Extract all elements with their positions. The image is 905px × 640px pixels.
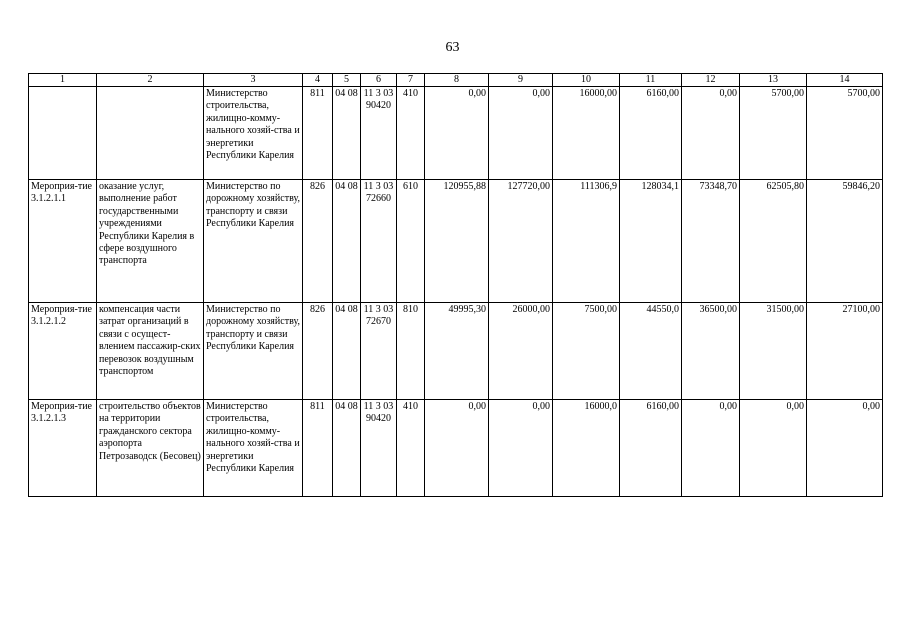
value-cell: 26000,00	[489, 303, 553, 400]
expense-type-cell: 810	[397, 303, 425, 400]
page-number: 63	[445, 40, 460, 55]
section-cell: 04 08	[333, 180, 361, 303]
value-cell: 5700,00	[740, 87, 807, 180]
column-header: 6	[361, 74, 397, 87]
column-header: 8	[425, 74, 489, 87]
target-article-cell: 11 3 03 90420	[361, 87, 397, 180]
value-cell: 120955,88	[425, 180, 489, 303]
executor-cell: Министерство строительства, жилищно-комму-нального хозяй-ства и энергетики Республики Карелия	[204, 87, 303, 180]
column-header: 1	[29, 74, 97, 87]
grbs-cell: 811	[303, 87, 333, 180]
table-row	[29, 180, 883, 303]
value-cell: 59846,20	[807, 180, 883, 303]
activity-code-cell: Мероприя-тие 3.1.2.1.3	[29, 400, 97, 497]
activity-name-cell	[97, 87, 204, 180]
activity-code-cell: Мероприя-тие 3.1.2.1.2	[29, 303, 97, 400]
value-cell: 6160,00	[620, 400, 682, 497]
column-header: 7	[397, 74, 425, 87]
value-cell: 44550,0	[620, 303, 682, 400]
column-header: 9	[489, 74, 553, 87]
value-cell: 73348,70	[682, 180, 740, 303]
value-cell: 111306,9	[553, 180, 620, 303]
column-header: 3	[204, 74, 303, 87]
activity-name-cell: компенсация части затрат организаций в связи с осущест-влением пассажир-ских перевозок воздушным транспортом	[97, 303, 204, 400]
value-cell: 16000,00	[553, 87, 620, 180]
value-cell: 62505,80	[740, 180, 807, 303]
expense-type-cell: 410	[397, 87, 425, 180]
activity-name-cell: оказание услуг, выполнение работ государственными учреждениями Республики Карелия в сфере воздушного транспорта	[97, 180, 204, 303]
column-header: 10	[553, 74, 620, 87]
value-cell: 0,00	[425, 87, 489, 180]
value-cell: 49995,30	[425, 303, 489, 400]
grbs-cell: 811	[303, 400, 333, 497]
column-header: 11	[620, 74, 682, 87]
value-cell: 0,00	[807, 400, 883, 497]
executor-cell: Министерство строительства, жилищно-комму-нального хозяй-ства и энергетики Республики Карелия	[204, 400, 303, 497]
table-row	[29, 400, 883, 497]
column-header: 4	[303, 74, 333, 87]
table-row	[29, 87, 883, 180]
budget-table	[28, 73, 883, 497]
grbs-cell: 826	[303, 180, 333, 303]
target-article-cell: 11 3 03 72670	[361, 303, 397, 400]
activity-code-cell	[29, 87, 97, 180]
value-cell: 36500,00	[682, 303, 740, 400]
column-header: 2	[97, 74, 204, 87]
section-cell: 04 08	[333, 400, 361, 497]
expense-type-cell: 410	[397, 400, 425, 497]
value-cell: 6160,00	[620, 87, 682, 180]
column-number-row	[29, 74, 883, 87]
value-cell: 0,00	[425, 400, 489, 497]
value-cell: 7500,00	[553, 303, 620, 400]
value-cell: 0,00	[740, 400, 807, 497]
activity-code-cell: Мероприя-тие 3.1.2.1.1	[29, 180, 97, 303]
column-header: 5	[333, 74, 361, 87]
column-header: 12	[682, 74, 740, 87]
column-header: 14	[807, 74, 883, 87]
activity-name-cell: строительство объектов на территории гражданского сектора аэропорта Петрозаводск (Бесовец)	[97, 400, 204, 497]
section-cell: 04 08	[333, 303, 361, 400]
target-article-cell: 11 3 03 90420	[361, 400, 397, 497]
value-cell: 5700,00	[807, 87, 883, 180]
value-cell: 0,00	[682, 87, 740, 180]
value-cell: 128034,1	[620, 180, 682, 303]
value-cell: 27100,00	[807, 303, 883, 400]
value-cell: 127720,00	[489, 180, 553, 303]
value-cell: 0,00	[489, 400, 553, 497]
executor-cell: Министерство по дорожному хозяйству, транспорту и связи Республики Карелия	[204, 180, 303, 303]
value-cell: 31500,00	[740, 303, 807, 400]
grbs-cell: 826	[303, 303, 333, 400]
value-cell: 0,00	[682, 400, 740, 497]
value-cell: 0,00	[489, 87, 553, 180]
target-article-cell: 11 3 03 72660	[361, 180, 397, 303]
value-cell: 16000,0	[553, 400, 620, 497]
executor-cell: Министерство по дорожному хозяйству, транспорту и связи Республики Карелия	[204, 303, 303, 400]
section-cell: 04 08	[333, 87, 361, 180]
table-row	[29, 303, 883, 400]
expense-type-cell: 610	[397, 180, 425, 303]
column-header: 13	[740, 74, 807, 87]
